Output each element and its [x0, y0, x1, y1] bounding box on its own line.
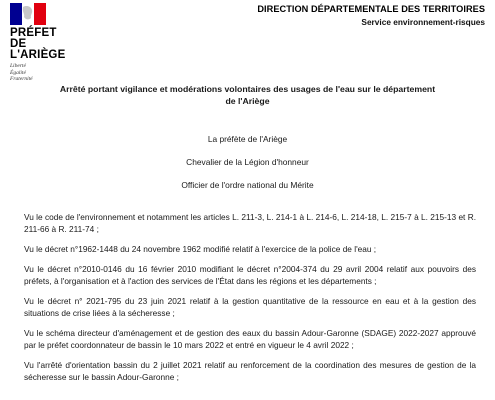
considerants-list: [24, 211, 476, 391]
motto-word: Égalité: [10, 69, 26, 76]
considerant-paragraph: Vu le décret n°2010-0146 du 16 février 2010 modifiant le décret n°2004-374 du 29 avril 2004 relatif aux pouvoirs des préfets, à l'organisation et à l'action des services de l'État dans les régions et les départements ;: [24, 264, 476, 286]
document-title: [30, 83, 465, 107]
considerant-paragraph: Vu le décret n° 2021-795 du 23 juin 2021 relatif à la gestion quantitative de la ressource en eau et à la gestion des situations de crise liées à la sécheresse ;: [24, 296, 476, 318]
direction-title: DIRECTION DÉPARTEMENTALE DES TERRITOIRES: [257, 4, 485, 14]
prefect-title: La préfète de l'Ariège: [207, 134, 288, 144]
prefect-name: [10, 28, 80, 61]
considerant-paragraph: Vu l'arrêté d'orientation bassin du 2 juillet 2021 relatif au renforcement de la coordination des mesures de gestion de la sécheresse sur le bassin Adour-Garonne ;: [24, 360, 476, 382]
honor-title: Chevalier de la Légion d'honneur: [186, 157, 309, 167]
issuing-direction: [257, 4, 485, 27]
republic-motto: [10, 63, 80, 83]
prefecture-logo: [10, 3, 80, 83]
merit-title: Officier de l'ordre national du Mérite: [181, 180, 314, 190]
service-name: Service environnement-risques: [361, 17, 485, 27]
prefect-name-line: DE L'ARIÈGE: [10, 38, 66, 61]
considerant-paragraph: Vu le schéma directeur d'aménagement et de gestion des eaux du bassin Adour-Garonne (SDAGE) 2022-2027 approuvé par le préfet coordonnateur de bassin le 10 mars 2022 et entré en vigueur le 4 avril 2022 ;: [24, 328, 476, 350]
motto-word: Fraternité: [10, 76, 33, 82]
considerant-paragraph: Vu le code de l'environnement et notamment les articles L. 211-3, L. 214-1 à L. 214-6, L. 214-18, L. 215-7 à L. 215-13 et R. 211-66 à R. 211-74 ;: [24, 212, 476, 234]
prefect-name-line: PRÉFET: [10, 27, 57, 39]
motto-word: Liberté: [10, 63, 26, 69]
title-line: de l'Ariège: [225, 96, 270, 106]
title-line: Arrêté portant vigilance et modérations volontaires des usages de l'eau sur le département: [59, 84, 436, 94]
considerant-paragraph: Vu le décret n°1962-1448 du 24 novembre 1962 modifié relatif à l'exercice de la police de l'eau ;: [24, 244, 377, 254]
marianne-emblem-icon: [10, 3, 46, 25]
